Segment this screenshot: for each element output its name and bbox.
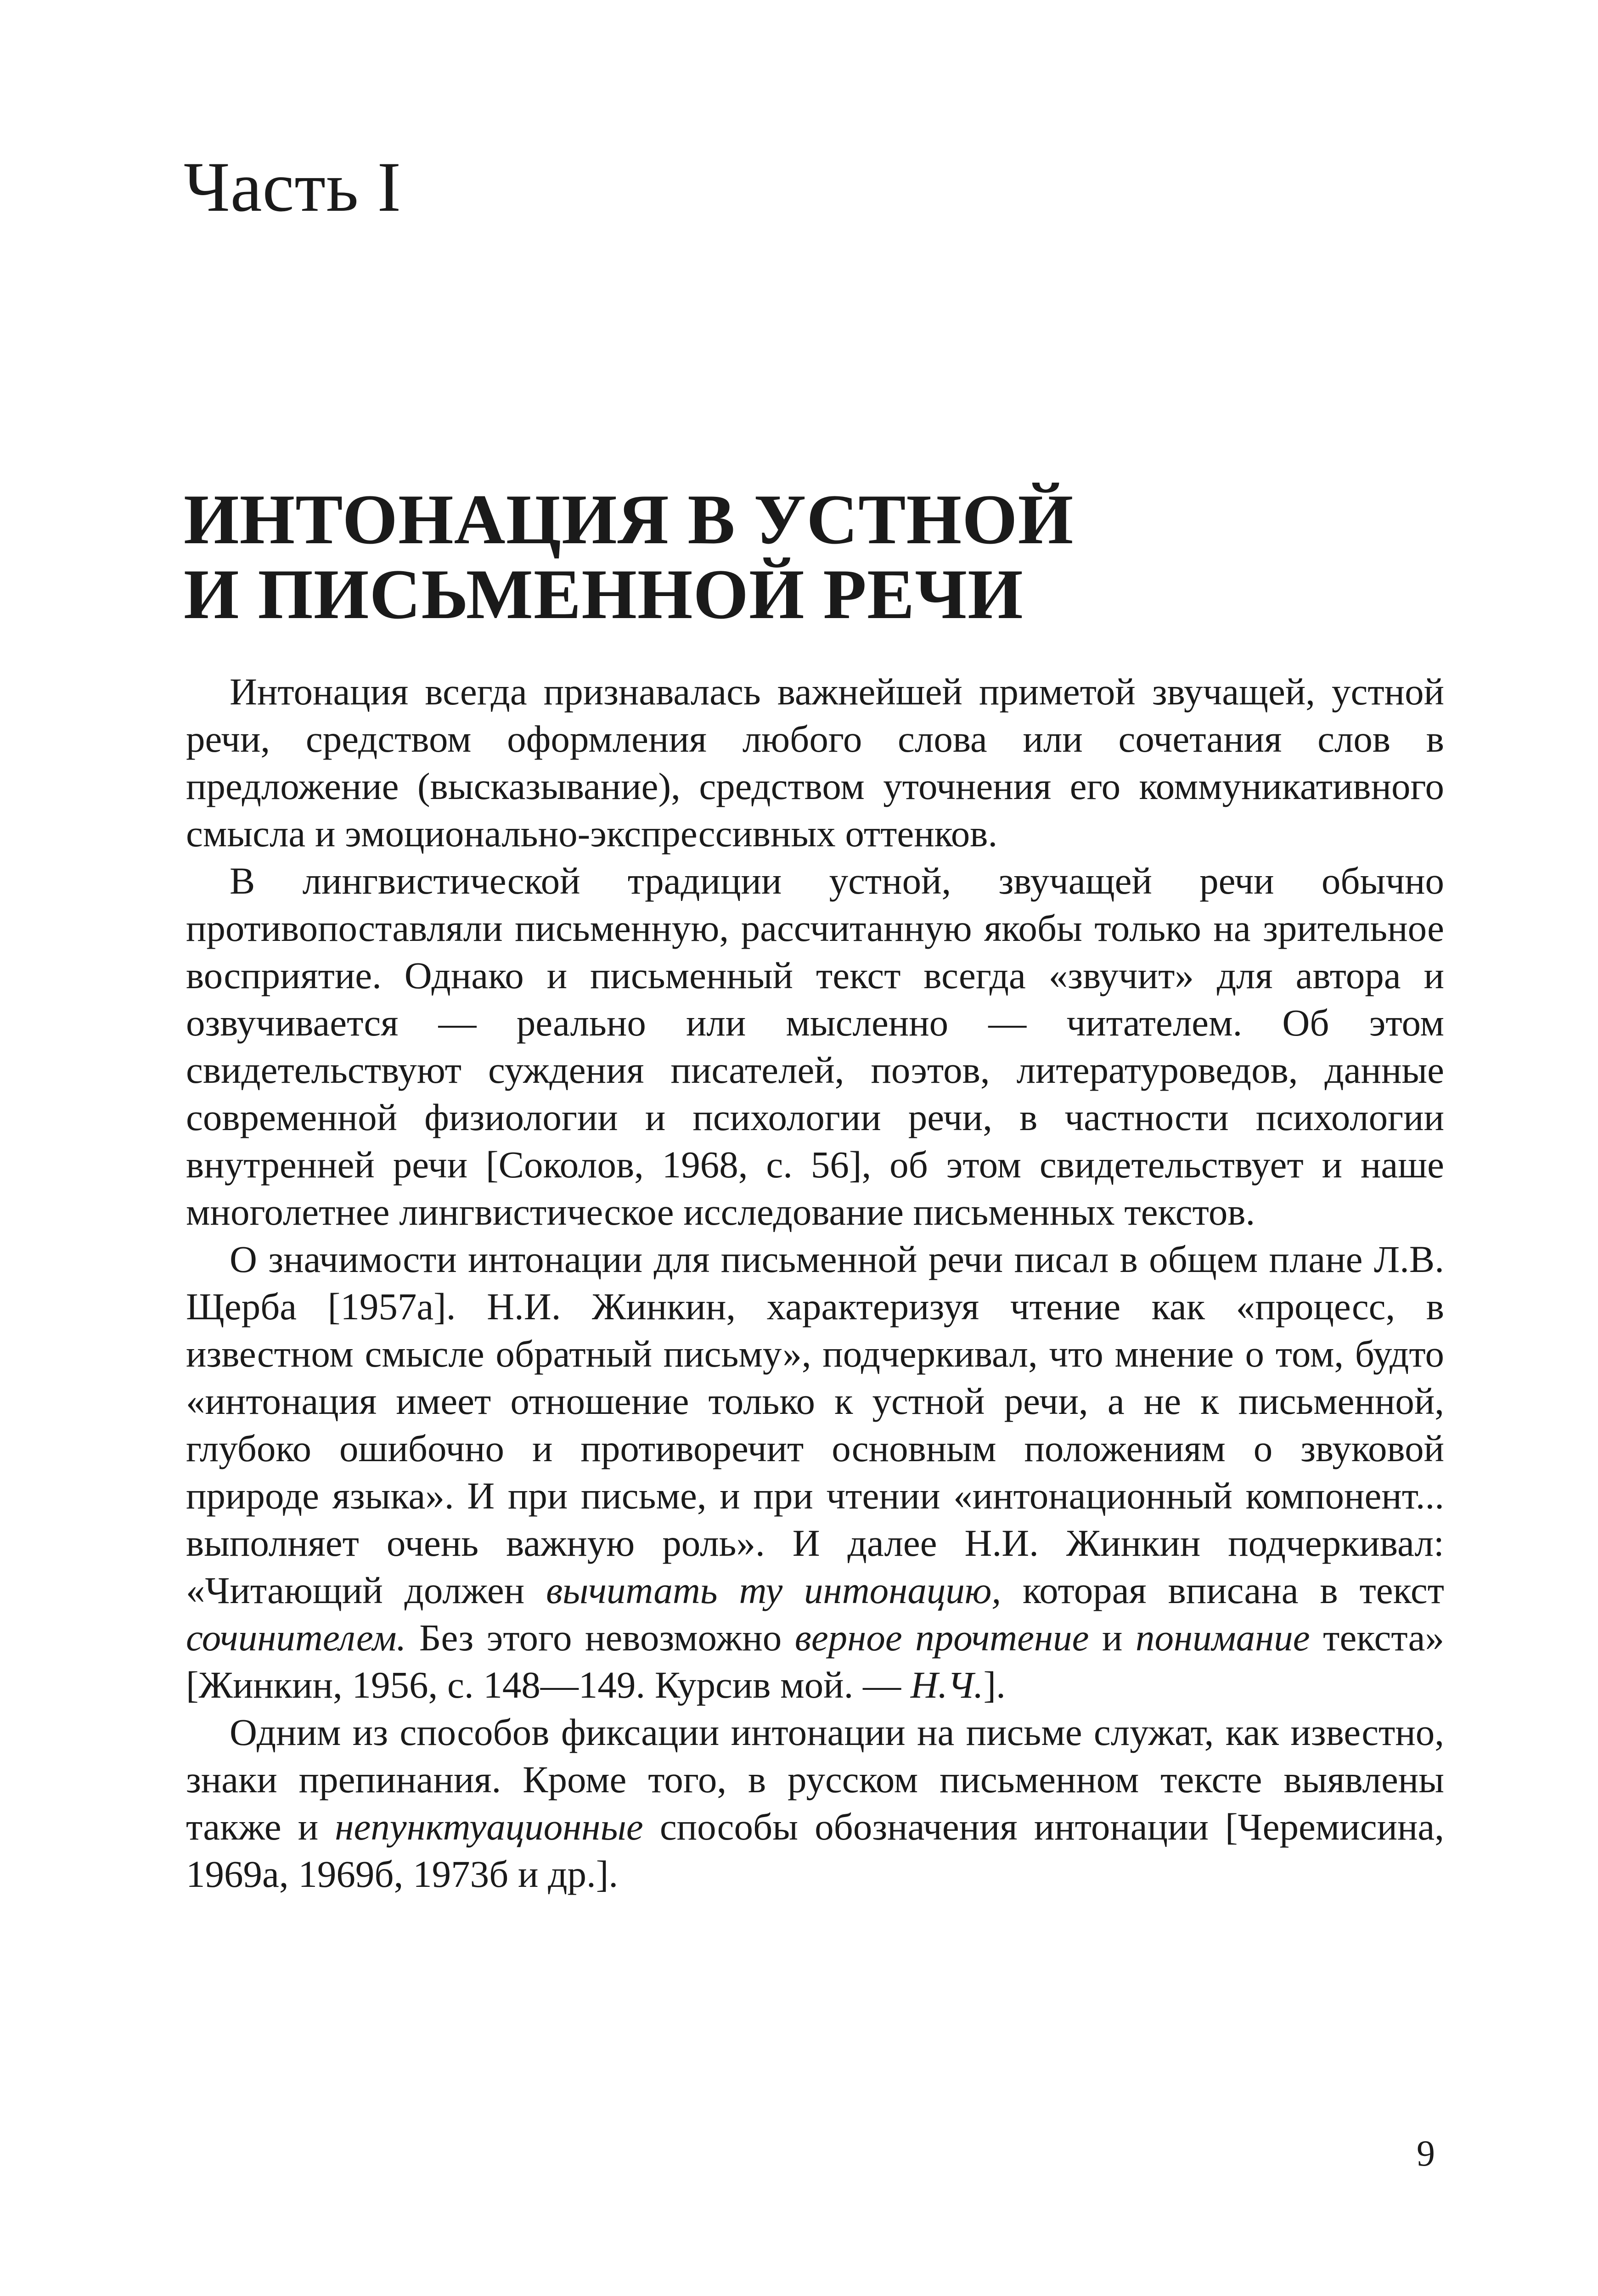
paragraph-3-text-2: которая вписана в текст xyxy=(1001,1569,1445,1611)
paragraph-3-text-1: О значимости интонации для письменной речи писал в общем плане Л.В. Щерба [1957а]. Н.И. Жинкин, характеризуя чтение как «процесс, в известном смысле обратный письму», подчеркивал, что мнение о том, будто «интонация имеет отношение только к устной речи, а не к письменной, глубоко ошибочно и противоречит основным положениям о звуковой природе языка». И при письме, и при чтении «интонационный компонент... выполняет очень важную роль». И далее Н.И. Жинкин подчеркивал: «Читающий должен xyxy=(186,1238,1444,1611)
paragraph-3-italic-5: Н.Ч. xyxy=(910,1664,984,1706)
paragraph-4-italic-1: непунктуационные xyxy=(335,1806,643,1848)
part-label: Часть I xyxy=(184,147,402,226)
paragraph-3-text-4: и xyxy=(1089,1616,1136,1659)
paragraph-2: В лингвистической традиции устной, звучащей речи обычно противопоставляли письменную, рассчитанную якобы только на зрительное восприятие. Однако и письменный текст всегда «звучит» для автора и озвучивается — реально или мысленно — читателем. Об этом свидетельствуют суждения писателей, поэтов, литературоведов, данные современной физиологии и психологии речи, в частности психологии внутренней речи [Соколов, 1968, с. 56], об этом свидетельствует и наше многолетнее лингвистическое исследование письменных текстов. xyxy=(186,860,1444,1233)
paragraph-3-text-3: Без этого невозможно xyxy=(406,1616,795,1659)
paragraph-3 xyxy=(186,1236,1444,1709)
paragraph-4-text-1: Одним из способов фиксации интонации на письме служат, как известно, знаки препинания. Кроме того, в русском письменном тексте выявлены также и xyxy=(186,1711,1444,1848)
paragraph-3-text-6: ]. xyxy=(983,1664,1006,1706)
paragraph-3-italic-3: верное прочтение xyxy=(794,1616,1089,1659)
paragraph-3-italic-4: понимание xyxy=(1135,1616,1310,1659)
paragraph-3-text-5: текста» [Жинкин, 1956, с. 148—149. Курсив мой. — xyxy=(186,1616,1445,1706)
paragraph-3-italic-2: сочинителем. xyxy=(186,1616,406,1659)
paragraph-3-italic-1: вычитать ту интонацию, xyxy=(546,1569,1002,1611)
paragraph-4 xyxy=(186,1709,1444,1898)
paragraph-4-text-2: способы обозначения интонации [Черемисина, 1969а, 1969б, 1973б и др.]. xyxy=(186,1806,1444,1895)
chapter-title-line-1: ИНТОНАЦИЯ В УСТНОЙ xyxy=(184,480,1074,559)
chapter-title-line-2: И ПИСЬМЕННОЙ РЕЧИ xyxy=(184,554,1024,634)
chapter-title xyxy=(184,482,1515,632)
page-number: 9 xyxy=(1417,2133,1435,2174)
body-text xyxy=(186,668,1444,1898)
paragraph-1: Интонация всегда признавалась важнейшей приметой звучащей, устной речи, средством оформления любого слова или сочетания слов в предложение (высказывание), средством уточнения его коммуникативного смысла и эмоционально-экспрессивных оттенков. xyxy=(186,670,1444,855)
